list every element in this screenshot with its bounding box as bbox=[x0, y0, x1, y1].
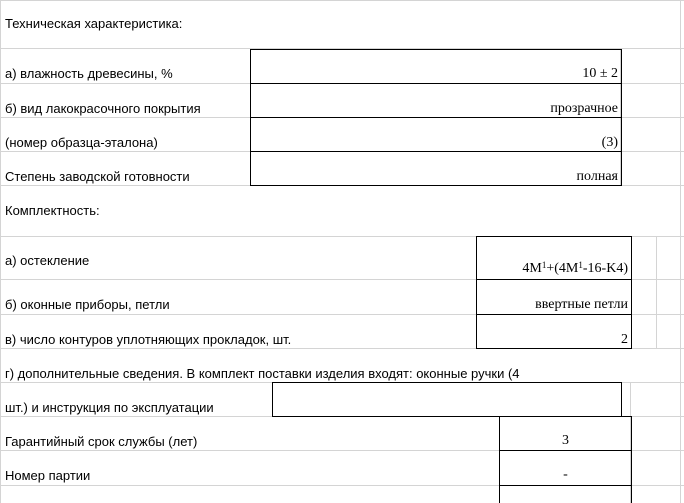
extra-info-line1: г) дополнительные сведения. В комплект поставки изделия входят: оконные ручки (4 bbox=[5, 366, 520, 381]
coating-value: прозрачное bbox=[550, 101, 618, 116]
warranty-label: Гарантийный срок службы (лет) bbox=[5, 434, 198, 449]
glazing-label: а) остекление bbox=[5, 253, 90, 268]
empty-cell bbox=[499, 485, 632, 503]
coating-label: б) вид лакокрасочного покрытия bbox=[5, 101, 201, 116]
readiness-value: полная bbox=[576, 169, 618, 184]
moisture-label: а) влажность древесины, % bbox=[5, 66, 173, 81]
readiness-label: Степень заводской готовности bbox=[5, 169, 190, 184]
extra-info-line2: шт.) и инструкция по эксплуатации bbox=[5, 400, 214, 415]
batch-value: - bbox=[563, 467, 568, 482]
grid-line bbox=[656, 236, 657, 348]
sample-number-value: (3) bbox=[601, 135, 618, 150]
warranty-value: 3 bbox=[562, 433, 569, 448]
fittings-label: б) оконные приборы, петли bbox=[5, 297, 170, 312]
batch-label: Номер партии bbox=[5, 468, 91, 483]
fittings-value: ввертные петли bbox=[535, 297, 628, 312]
sample-number-label: (номер образца-эталона) bbox=[5, 135, 158, 150]
completeness-heading: Комплектность: bbox=[5, 203, 100, 218]
grid-line bbox=[0, 0, 684, 1]
technical-heading: Техническая характеристика: bbox=[5, 16, 183, 31]
grid-line bbox=[680, 0, 681, 503]
seals-value: 2 bbox=[621, 332, 628, 347]
seals-label: в) число контуров уплотняющих прокладок, шт. bbox=[5, 332, 292, 347]
extra-info-value-cell bbox=[272, 382, 622, 417]
grid-line bbox=[0, 0, 1, 503]
moisture-value: 10 ± 2 bbox=[582, 66, 618, 81]
glazing-value: $4M^1+(4M^1-16-K4)$ bbox=[522, 260, 628, 276]
